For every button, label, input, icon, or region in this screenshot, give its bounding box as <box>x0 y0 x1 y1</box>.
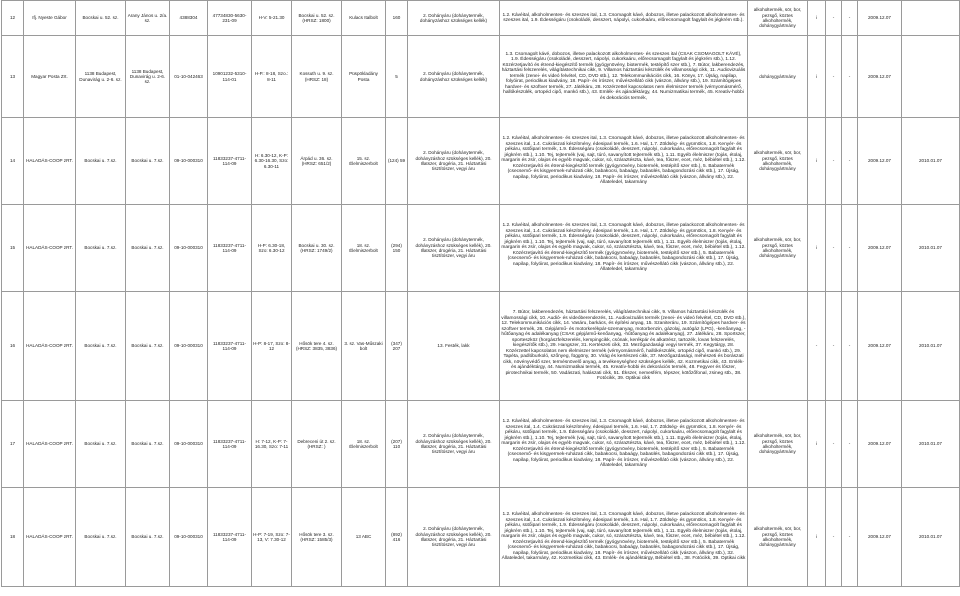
opening-hours-cell: H-P.: 8-18, Szo.: 8-11 <box>252 36 292 118</box>
status-3-cell: - <box>842 205 858 292</box>
tax-number-cell: 10901232-5310-114-01 <box>208 36 252 118</box>
status-1-cell: i <box>808 205 826 292</box>
company-name-cell: HALADÁS-COOP zRT. <box>24 401 76 488</box>
status-2-cell: - <box>826 205 842 292</box>
company-address-cell: Bocskai u. 7.sz. <box>126 292 170 401</box>
shop-name-cell: 3. sz. Vas-Műszaki bolt <box>342 292 386 401</box>
status-3-cell: - <box>842 401 858 488</box>
shop-location-cell: Kossuth u. 9. sz.(HRSZ: 18) <box>292 36 342 118</box>
company-address-cell: Arany János u. 2/a. sz. <box>126 1 170 36</box>
company-name-cell: HALADÁS-COOP zRT. <box>24 488 76 587</box>
excise-goods-cell <box>748 292 808 401</box>
shop-name-cell: Püspökladány Posta <box>342 36 386 118</box>
opening-hours-cell: H-P: 8-17, Szo: 8-12 <box>252 292 292 401</box>
status-3-cell: - <box>842 118 858 205</box>
register-table <box>1 0 960 587</box>
excise-goods-cell: alkoholtermék, sör, bor, pezsgő, köztes alkoholtermék, dohánygyártmány <box>748 1 808 36</box>
status-3-cell: - <box>842 292 858 401</box>
activity-list-cell: 1.2. Kávéital, alkoholmentes- és szeszes ital, 1.3. Csomagolt kávé, dobozos, illetve palackozott alkoholmentes- és szeszes ital, 1.9. Édességáru (csokoládé, desszert, nápolyi, cukorkaáru, előrecsomagolt fagylalt és jégkrém stb.). <box>500 1 748 36</box>
company-address-cell: Bocskai u. 7.sz. <box>126 401 170 488</box>
shop-location-cell: Hősök tere 4. sz. (HRSZ: 3835, 3836) <box>292 292 342 401</box>
registration-date-cell: 2009.12.07 <box>858 118 902 205</box>
activity-list-cell: 7. Bútor, lakberendezés, háztartási felszerelés, világítástechnikai cikk, 9. Villamos háztartási készülék és villamossági cikk, 10. Audió- és videóberendezés, 11. Audiovizuális termék (zenei- és videó felvétel, CD, DVD stb.), 12. Telekommunikációs cikk, 14. Vasáru, barkács, és építési anyag, 15. Szaniteráru, 19. Számítógépes hardver- és szoftver termék, 26. Gépjármű- és motorkerékpár-üzemanyag, motorbenzin, gázolaj, autógáz (LPG), -kenőanyag, -hűtőanyag és adalékanyag (CSAK gépjármű-kenőanyag, -hűtőanyag és adalékanyag), 27. Játékáru, 28. Sportszer, sporteszköz (horgászfelszerelés, kempingcikk, csónak, kerékpár és alkatrész, tartozék, lovas felszerelés, kiegészítők stb.), 29. Hangszer, 31. Kertészeti cikk, 33. Mezőgazdasági vegyi termék, 37. Kegytárgy, 28. Közérzettel kapcsolatos nem élelmiszer termék (vérnyomásmérő, hallókészülék, ortopéd cipő, mankó stb.), 29. Tapéta, padlóburkoló, szőnyeg, függöny, 30. Virág és kertészeti cikk, 37. Mezőgazdasági, méhészeti és borászati cikk, növényvédő szer, termésnövelő anyag, a tevékenységhez szükséges kellék, 42. Kozmetikai cikk, 43. Emlék- és ajándéktárgy, 44. Numizmatikai termék, 45. Kreatív-hobbi és dekorációs termék, 48. Fegyver és lőszer, pirotechnikai termék, 50. Vadászati, halászati cikk, 51. Ékszer, nemesfém, tépszer, kötőzőfonal, zsineg stb., 38. Fotócikk, 39. Optikai cikk <box>500 292 748 401</box>
table-row <box>2 1 960 36</box>
table-row <box>2 205 960 292</box>
status-2-cell: - <box>826 401 842 488</box>
product-category-cell: 2. Dohányáru (dohánytermék, dohányzáshoz szükséges kellék), 20. Illatszer, drogéria, 21. Háztartási tisztítószer, vegyi áru <box>408 401 500 488</box>
company-seat-cell: Bocskai u. 7.sz. <box>76 292 126 401</box>
product-category-cell: 2. Dohányáru (dohánytermék, dohányzáshoz szükséges kellék) <box>408 1 500 36</box>
product-category-cell: 13. Festék, lakk <box>408 292 500 401</box>
tax-number-cell: 11833237-4711-114-09 <box>208 488 252 587</box>
shop-location-cell: Hősök tere 3. sz. (HRSZ: 1585/3) <box>292 488 342 587</box>
excise-goods-cell: alkoholtermék, sör, bor, pezsgő, köztes alkoholtermék, dohánygyártmány <box>748 118 808 205</box>
status-2-cell: - <box>826 36 842 118</box>
registration-number-cell: 09-10-000310 <box>170 118 208 205</box>
company-address-cell: Bocskai u. 7.sz. <box>126 205 170 292</box>
end-date-cell: 2010.01.07 <box>902 292 960 401</box>
opening-hours-cell: H: 6.30-12, K-P: 6.30-16.30, Szo: 6.30-11 <box>252 118 292 205</box>
registration-date-cell: 2009.12.07 <box>858 488 902 587</box>
tax-number-cell: 11833237-4711-114-09 <box>208 118 252 205</box>
shop-name-cell: 15. sz. Élelmiszerbolt <box>342 118 386 205</box>
company-name-cell: HALADÁS-COOP zRT. <box>24 205 76 292</box>
status-1-cell: i <box>808 401 826 488</box>
excise-goods-cell: dohánygyártmány <box>748 36 808 118</box>
table-row <box>2 488 960 587</box>
table-row <box>2 292 960 401</box>
status-2-cell: - <box>826 292 842 401</box>
shop-location-cell: Bocskai u. 52. sz. (HRSZ: 1800) <box>292 1 342 36</box>
company-name-cell: HALADÁS-COOP zRT. <box>24 118 76 205</box>
floor-area-cell: (892) 416 <box>386 488 408 587</box>
registration-date-cell: 2009.12.07 <box>858 36 902 118</box>
company-seat-cell: Bocskai u. 7.sz. <box>76 401 126 488</box>
end-date-cell <box>902 36 960 118</box>
shop-name-cell: 18. sz. Élelmiszerbolt <box>342 401 386 488</box>
opening-hours-cell: H: 7-12, K-P: 7-16.30, Szo: 7-11 <box>252 401 292 488</box>
row-number-cell: 14 <box>2 118 24 205</box>
registration-number-cell: 09-10-000310 <box>170 205 208 292</box>
activity-list-cell: 1.3. Csomagolt kávé, dobozos, illetve palackozott alkoholmentes- és szeszes ital (CSAK CSOMAGOLT KÁVÉ), 1.9. Édességáru (csokoládé, desszert, nápolyi, cukorkaáru, előrecsomagolt fagylalt és jégkrém stb.), 1.12. Közérzetjavító és étrend-kiegészítő termék (gyógynövény, biotermék, testépítő szer stb.), 7. Bútor, lakberendezés, háztartási felszerelés, világítástechnikai cikk, 9. Villamos háztartási készülék és villamossági cikk, 11. Audiovizuális termék (zenei- és videó felvétel, CD, DVD stb.), 12. Telekommunikációs cikk, 16. Könyv, 17. Újság, napilap, folyóirat, periodikus kiadvány, 18. Papír- és írószer, művészellátó cikk (vászon, állvány stb.), 19. Számítógépes hardver- és szoftver termék, 27. Játékáru, 28. Közérzettel kapcsolatos nem élelmiszer termék (vérnyomásmérő, hallókészülék, ortopéd cipő, mankó stb.), 43. Emlék- és ajándéktárgy, 44. Numizmatikai termék, 45. Kreatív-hobbi és dekorációs termék, <box>500 36 748 118</box>
product-category-cell: 2. Dohányáru (dohánytermék, dohányzáshoz szükséges kellék), 20. Illatszer, drogéria, 21. Háztartási tisztítószer, vegyi áru <box>408 488 500 587</box>
floor-area-cell: (124) 59 <box>386 118 408 205</box>
status-1-cell: i <box>808 36 826 118</box>
status-3-cell: - <box>842 1 858 36</box>
company-address-cell: 1138 Budapest, Dunavirág u. 2-6. sz. <box>126 36 170 118</box>
company-seat-cell: 1138 Budapest, Dunavirág u. 2-6. sz. <box>76 36 126 118</box>
shop-location-cell: Árpád u. 36. sz. (HRSZ: 651/2) <box>292 118 342 205</box>
shop-location-cell: Bocskai u. 30. sz. (HRSZ: 1749/2) <box>292 205 342 292</box>
excise-goods-cell: alkoholtermék, sör, bor, pezsgő, köztes alkoholtermék, dohánygyártmány <box>748 488 808 587</box>
company-name-cell: Ifj. Nyeste Gábor <box>24 1 76 36</box>
tax-number-cell: 47734830-5630-231-09 <box>208 1 252 36</box>
status-1-cell: i <box>808 118 826 205</box>
registration-date-cell: 2009.12.07 <box>858 401 902 488</box>
shop-name-cell: Kulacs Italbolt <box>342 1 386 36</box>
company-name-cell: Magyar Posta Zrt. <box>24 36 76 118</box>
tax-number-cell: 11833237-4711-114-09 <box>208 292 252 401</box>
product-category-cell: 2. Dohányáru (dohánytermék, dohányzáshoz szükséges kellék), 20. Illatszer, drogéria, 21. Háztartási tisztítószer, vegyi áru <box>408 205 500 292</box>
tax-number-cell: 11833237-4711-114-09 <box>208 205 252 292</box>
company-seat-cell: Bocskai u. 52. sz. <box>76 1 126 36</box>
shop-name-cell: 18. sz. Élelmiszerbolt <box>342 205 386 292</box>
end-date-cell: 2010.01.07 <box>902 488 960 587</box>
company-seat-cell: Bocskai u. 7.sz. <box>76 118 126 205</box>
registration-date-cell: 2009.12.07 <box>858 292 902 401</box>
row-number-cell: 13 <box>2 36 24 118</box>
end-date-cell <box>902 1 960 36</box>
status-3-cell: - <box>842 488 858 587</box>
registration-number-cell: 09-10-000310 <box>170 292 208 401</box>
company-address-cell: Bocskai u. 7.sz. <box>126 118 170 205</box>
register-body <box>2 1 960 587</box>
product-category-cell: 2. Dohányáru (dohánytermék, dohányzáshoz szükséges kellék), 20. Illatszer, drogéria, 21. Háztartási tisztítószer, vegyi áru <box>408 118 500 205</box>
table-row <box>2 118 960 205</box>
floor-area-cell: 160 <box>386 1 408 36</box>
company-seat-cell: Bocskai u. 7.sz. <box>76 488 126 587</box>
product-category-cell: 2. Dohányáru (dohánytermék, dohányzáshoz szükséges kellék) <box>408 36 500 118</box>
activity-list-cell: 1.2. Kávéital, alkoholmentes- és szeszes ital, 1.3. Csomagolt kávé, dobozos, illetve palackozott alkoholmentes- és szeszes ital, 1.4. Cukrászati készítmény, édesipari termék, 1.6. Hal, 1.7. Zöldség- és gyümölcs, 1.8. Kenyér- és pékáru, sütőipari termék, 1.9. Édességáru (csokoládé, desszert, nápolyi, cukorkaáru, előrecsomagolt fagylalt és jégkrém stb.), 1.10. Tej, tejtermék (vaj, sajt, túró, savanyított tejtermék stb.), 1.11. Egyéb élelmiszer (tojás, étolaj, margarin és zsír, olajos és egyéb magvak, cukor, só, száraztészta, kávé, tea, fűszer, ecet, méz, bébiétel stb.), 1.12. Közérzetjavító és étrend-kiegészítő termék (gyógynövény, biotermék, testépítő szer stb.), 5. Babatermék (csecsemő- és kisgyermek-ruházati cikk, babakocsi, babaágy, babaülés, babagondozási cikk stb.), 17. Újság, napilap, folyóirat, periodikus kiadvány, 18. Papír- és írószer, művészellátó cikk (vászon, állvány stb.), 22. Állateledel, takarmány <box>500 401 748 488</box>
registration-number-cell: 09-10-000310 <box>170 401 208 488</box>
registration-number-cell: 4388304 <box>170 1 208 36</box>
table-row <box>2 401 960 488</box>
end-date-cell: 2010.01.07 <box>902 118 960 205</box>
opening-hours-cell: H-P: 6.30-18, Szo: 6.30-12 <box>252 205 292 292</box>
row-number-cell: 15 <box>2 205 24 292</box>
status-1-cell: i <box>808 1 826 36</box>
shop-location-cell: Debreceni út 2. sz. (HRSZ: ) <box>292 401 342 488</box>
activity-list-cell: 1.2. Kávéital, alkoholmentes- és szeszes ital, 1.3. Csomagolt kávé, dobozos, illetve palackozott alkoholmentes- és szeszes ital, 1.4. Cukrászati készítmény, édesipari termék, 1.6. Hal, 1.7. Zöldség- és gyümölcs, 1.8. Kenyér- és pékáru, sütőipari termék, 1.9. Édességáru (csokoládé, desszert, nápolyi, cukorkaáru, előrecsomagolt fagylalt és jégkrém stb.), 1.10. Tej, tejtermék (vaj, sajt, túró, savanyított tejtermék stb.), 1.11. Egyéb élelmiszer (tojás, étolaj, margarin és zsír, olajos és egyéb magvak, cukor, só, száraztészta, kávé, tea, fűszer, ecet, méz, bébiétel stb.), 1.12. Közérzetjavító és étrend-kiegészítő termék (gyógynövény, biotermék, testépítő szer stb.), 5. Babatermék (csecsemő- és kisgyermek-ruházati cikk, babakocsi, babaágy, babaülés, babagondozási cikk stb.), 17. Újság, napilap, folyóirat, periodikus kiadvány, 18. Papír- és írószer, művészellátó cikk (vászon, állvány stb.), 22. Állateledel, takarmány <box>500 205 748 292</box>
tax-number-cell: 11833237-4711-114-09 <box>208 401 252 488</box>
activity-list-cell: 1.2. Kávéital, alkoholmentes- és szeszes ital, 1.3. Csomagolt kávé, dobozos, illetve palackozott alkoholmentes- és szeszes ital, 1.4. Cukrászati készítmény, édesipari termék, 1.6. Hal, 1.7. Zöldség- és gyümölcs, 1.8. Kenyér- és pékáru, sütőipari termék, 1.9. Édességáru (csokoládé, desszert, nápolyi, cukorkaáru, előrecsomagolt fagylalt és jégkrém stb.), 1.10. Tej, tejtermék (vaj, sajt, túró, savanyított tejtermék stb.), 1.11. Egyéb élelmiszer (tojás, étolaj, margarin és zsír, olajos és egyéb magvak, cukor, só, száraztészta, kávé, tea, fűszer, ecet, méz, bébiétel stb.), 1.12. Közérzetjavító és étrend-kiegészítő termék (gyógynövény, biotermék, testépítő szer stb.), 5. Babatermék (csecsemő- és kisgyermek-ruházati cikk, babakocsi, babaágy, babaülés, babagondozási cikk stb.), 17. Újság, napilap, folyóirat, periodikus kiadvány, 18. Papír- és írószer, művészellátó cikk (vászon, állvány stb.), 22. Állateledel, takarmány <box>500 118 748 205</box>
row-number-cell: 12 <box>2 1 24 36</box>
status-2-cell: - <box>826 488 842 587</box>
company-seat-cell: Bocskai u. 7.sz. <box>76 205 126 292</box>
company-address-cell: Bocskai u. 7.sz. <box>126 488 170 587</box>
end-date-cell: 2010.01.07 <box>902 205 960 292</box>
table-row <box>2 36 960 118</box>
opening-hours-cell: H-P: 7-19, Szo: 7-13, V: 7.30-12 <box>252 488 292 587</box>
excise-goods-cell: alkoholtermék, sör, bor, pezsgő, köztes alkoholtermék, dohánygyártmány <box>748 401 808 488</box>
shop-name-cell: 13 ABC <box>342 488 386 587</box>
status-1-cell: i <box>808 488 826 587</box>
row-number-cell: 16 <box>2 292 24 401</box>
activity-list-cell: 1.2. Kávéital, alkoholmentes- és szeszes ital, 1.3. Csomagolt kávé, dobozos, illetve palackozott alkoholmentes- és szeszes ital, 1.4. Cukrászati készítmény, édesipari termék, 1.6. Hal, 1.7. Zöldség- és gyümölcs, 1.8. Kenyér- és pékáru, sütőipari termék, 1.9. Édességáru (csokoládé, desszert, nápolyi, cukorkaáru, előrecsomagolt fagylalt és jégkrém stb.), 1.10. Tej, tejtermék (vaj, sajt, túró, savanyított tejtermék stb.), 1.11. Egyéb élelmiszer (tojás, étolaj, margarin és zsír, olajos és egyéb magvak, cukor, só, száraztészta, kávé, tea, fűszer, ecet, méz, bébiétel stb.), 1.12. Közérzetjavító és étrend-kiegészítő termék (gyógynövény, biotermék, testépítő szer stb.), 5. Babatermék (csecsemő- és kisgyermek-ruházati cikk, babakocsi, babaágy, babaülés, babagondozási cikk stb.), 17. Újság, napilap, folyóirat, periodikus kiadvány, 18. Papír- és írószer, művészellátó cikk (vászon, állvány stb.), 32. Állateledel, takarmány, 42. Kozmetikai cikk, 43. Emlék- és ajándéktárgy, Bébiétel stb., 38. Fotócikk, 39. Optikai cikk <box>500 488 748 587</box>
status-2-cell: - <box>826 118 842 205</box>
status-2-cell: - <box>826 1 842 36</box>
floor-area-cell: (207) 110 <box>386 401 408 488</box>
floor-area-cell: (294) 150 <box>386 205 408 292</box>
status-1-cell: - <box>808 292 826 401</box>
excise-goods-cell: alkoholtermék, sör, bor, pezsgő, köztes alkoholtermék, dohánygyártmány <box>748 205 808 292</box>
registration-date-cell: 2009.12.07 <box>858 205 902 292</box>
status-3-cell: - <box>842 36 858 118</box>
registration-number-cell: 09-10-000310 <box>170 488 208 587</box>
end-date-cell: 2010.01.07 <box>902 401 960 488</box>
row-number-cell: 17 <box>2 401 24 488</box>
registration-number-cell: 01-10-042463 <box>170 36 208 118</box>
row-number-cell: 18 <box>2 488 24 587</box>
opening-hours-cell: H-V: 5-21.30 <box>252 1 292 36</box>
floor-area-cell: 5 <box>386 36 408 118</box>
company-name-cell: HALADÁS-COOP zRT. <box>24 292 76 401</box>
floor-area-cell: (347) 207 <box>386 292 408 401</box>
registration-date-cell: 2009.12.07 <box>858 1 902 36</box>
